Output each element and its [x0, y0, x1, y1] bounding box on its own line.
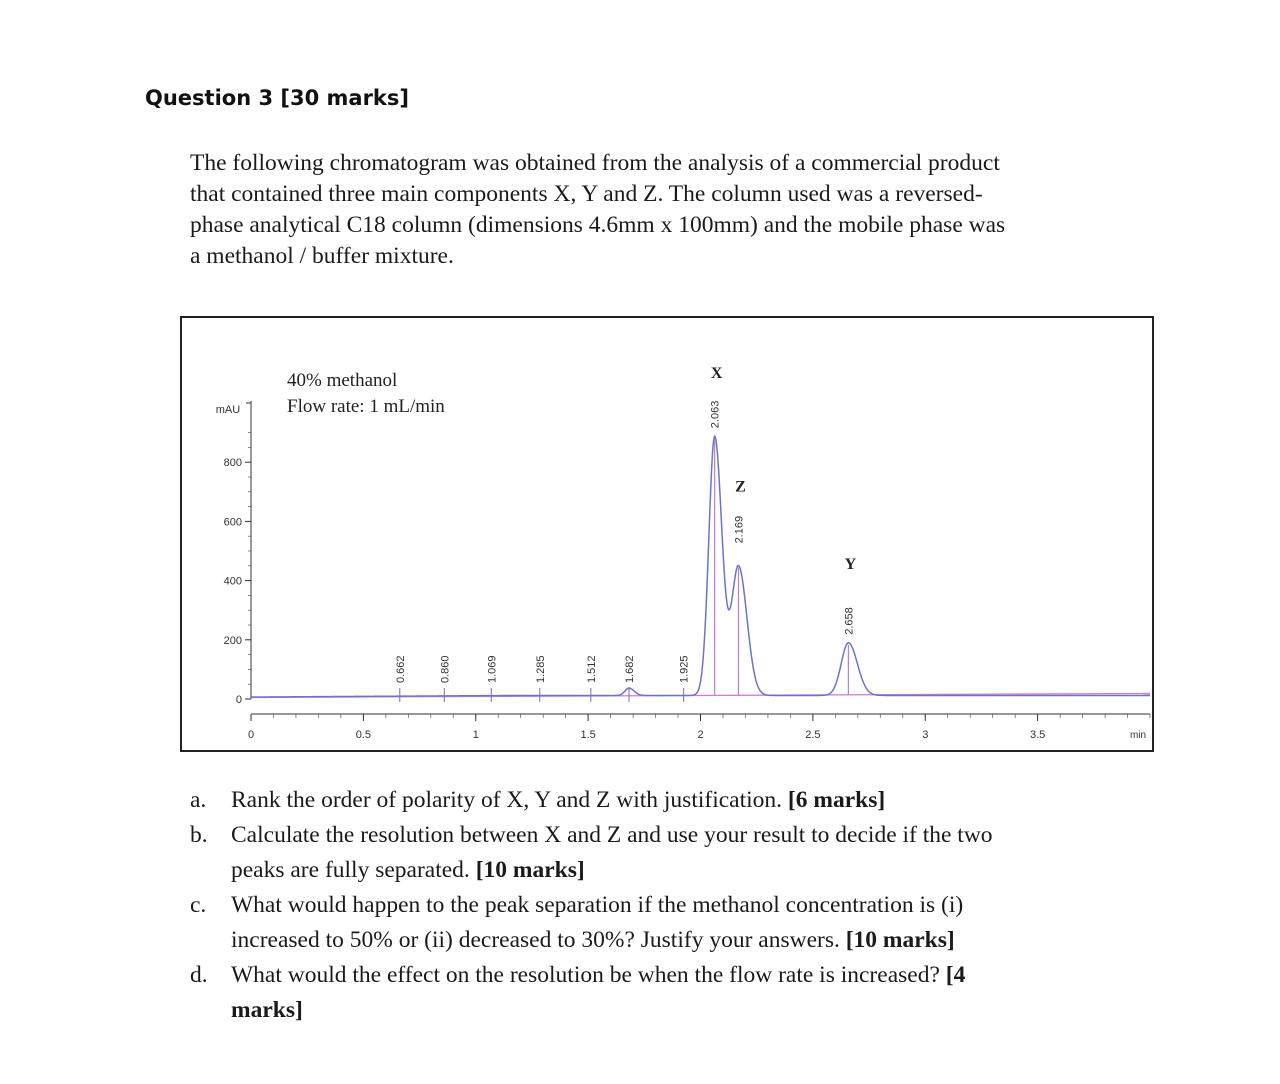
question-letter: d.: [190, 962, 208, 988]
question-text: What would happen to the peak separation if the methanol concentration is (i): [231, 892, 964, 918]
question-item-a: [190, 783, 1120, 818]
chromatogram-chart: [182, 318, 1156, 754]
x-tick-label: 3: [922, 729, 929, 741]
intro-line: The following chromatogram was obtained from the analysis of a commercial product: [190, 150, 1000, 176]
retention-time-label: 1.925: [678, 655, 691, 683]
question-marks: [10 marks]: [845, 927, 955, 953]
question-list: [190, 783, 1120, 1028]
retention-time-label: 2.169: [733, 515, 746, 544]
intro-line: phase analytical C18 column (dimensions 4.6mm x 100mm) and the mobile phase was: [190, 212, 1006, 238]
question-marks: marks]: [231, 997, 303, 1023]
question-text: Calculate the resolution between X and Z and use your result to decide if the two: [231, 822, 993, 848]
x-tick-label: 0: [247, 729, 255, 741]
y-tick-label: 0: [235, 694, 242, 706]
retention-time-label: 1.682: [624, 655, 637, 683]
chromatogram-figure: [180, 316, 1154, 752]
y-axis-label: mAU: [215, 404, 241, 416]
chart-annotation: 40% methanol: [287, 370, 398, 391]
x-tick-label: 1: [472, 729, 479, 741]
retention-time-label: 2.063: [709, 400, 722, 429]
x-tick-label: 1.5: [580, 729, 596, 741]
question-marks: [4: [945, 962, 966, 988]
x-tick-label: 2.5: [805, 729, 821, 741]
question-item-d: [190, 958, 1120, 1028]
question-letter: a.: [190, 787, 207, 813]
peak-label: Y: [844, 555, 857, 573]
question-text: What would the effect on the resolution be when the flow rate is increased?: [231, 962, 940, 988]
y-tick-label: 400: [223, 575, 242, 588]
intro-line: a methanol / buffer mixture.: [190, 243, 454, 269]
retention-time-label: 2.658: [843, 607, 856, 635]
question-item-c: [190, 888, 1120, 958]
retention-time-label: 1.069: [486, 655, 499, 683]
y-tick-label: 200: [223, 634, 242, 647]
question-heading: Question 3 [30 marks]: [145, 86, 409, 110]
chart-annotation: Flow rate: 1 mL/min: [287, 396, 445, 417]
question-marks: [10 marks]: [475, 857, 585, 883]
x-tick-label: 2: [697, 729, 704, 741]
intro-line: that contained three main components X, Y and Z. The column used was a reversed-: [190, 181, 983, 207]
y-tick-label: 600: [223, 516, 242, 529]
peak-label: X: [710, 365, 723, 382]
x-tick-label: 0.5: [355, 729, 372, 741]
question-text: peaks are fully separated.: [231, 857, 470, 883]
question-text: increased to 50% or (ii) decreased to 30%? Justify your answers.: [231, 927, 840, 953]
question-marks: [6 marks]: [787, 787, 886, 813]
question-intro: [190, 148, 1120, 272]
y-tick-label: 800: [223, 457, 242, 470]
question-letter: b.: [190, 822, 208, 848]
question-text: Rank the order of polarity of X, Y and Z with justification.: [231, 787, 783, 813]
retention-time-label: 0.860: [439, 655, 452, 683]
peak-label: Z: [735, 478, 746, 496]
x-axis-label: min: [1129, 730, 1147, 741]
retention-time-label: 0.662: [394, 655, 407, 683]
question-letter: c.: [190, 892, 207, 918]
x-tick-label: 3.5: [1029, 729, 1046, 741]
signal-trace: [251, 436, 1150, 697]
retention-time-label: 1.285: [534, 655, 547, 683]
question-item-b: [190, 818, 1120, 888]
retention-time-label: 1.512: [585, 655, 598, 683]
